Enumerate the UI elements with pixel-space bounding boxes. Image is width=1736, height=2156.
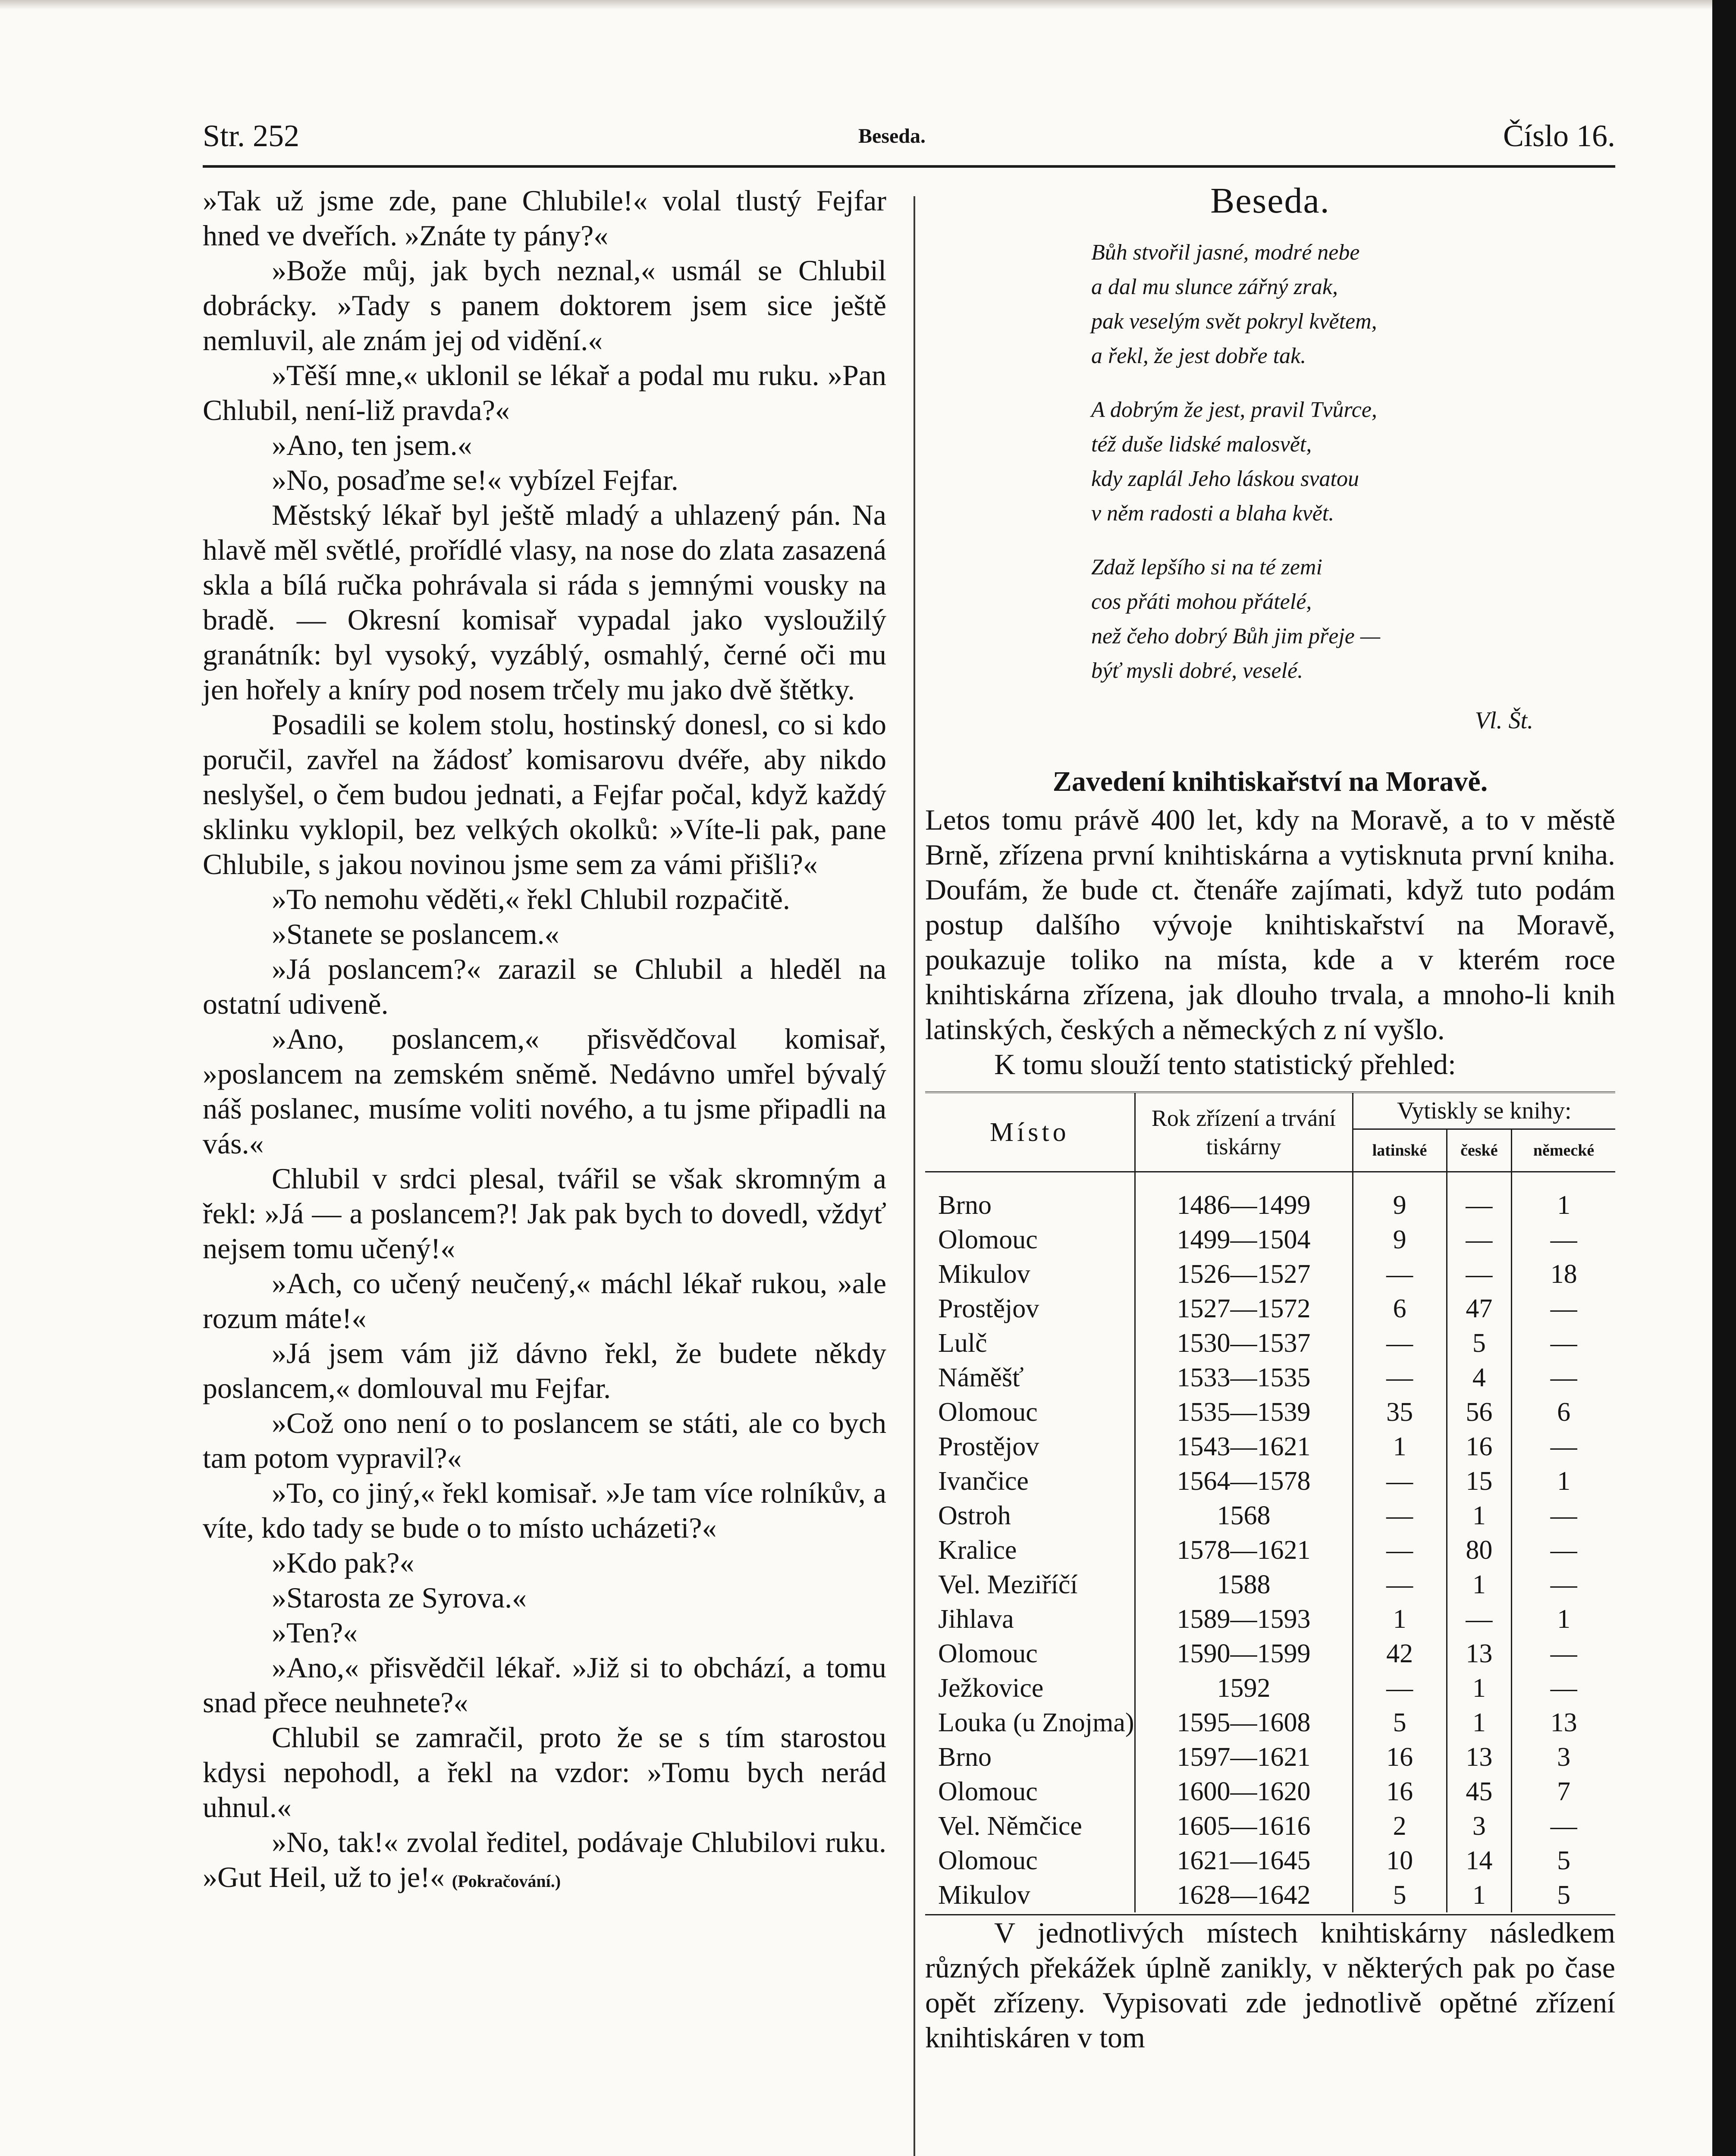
scan-right-edge (1712, 0, 1736, 2156)
german-cell: 6 (1557, 1398, 1571, 1427)
poem-line: a řekl, že jest dobře tak. (1091, 344, 1306, 368)
poem-line: A dobrým že jest, pravil Tvůrce, (1091, 398, 1377, 422)
paragraph: »Bože můj, jak bych neznal,« usmál se Chlubil dobrácky. »Tady s panem doktorem jsem sice ještě nemluvil, ale znám jej od vidění.« (203, 254, 886, 357)
years-cell: 1588 (1135, 1567, 1353, 1602)
paragraph: »Starosta ze Syrova.« (272, 1581, 527, 1614)
header-latin: latinské (1353, 1129, 1447, 1172)
german-cell: — (1550, 1673, 1577, 1703)
header-year: Rok zřízení a trvání tiskárny (1135, 1093, 1353, 1172)
czech-cell: 4 (1447, 1360, 1512, 1395)
place-cell: Olomouc (925, 1774, 1135, 1809)
czech-cell: 3 (1447, 1809, 1512, 1843)
latin-cell: — (1353, 1257, 1447, 1291)
latin-cell: — (1353, 1498, 1447, 1533)
place-cell: Lulč (925, 1326, 1135, 1360)
page-number: Str. 252 (203, 119, 300, 153)
poem-line: pak veselým svět pokryl květem, (1091, 309, 1377, 334)
years-cell: 1486—1499 (1135, 1172, 1353, 1223)
column-divider (914, 196, 915, 2156)
table-row (925, 1291, 1615, 1326)
paragraph: »Kdo pak?« (272, 1546, 414, 1579)
latin-cell: — (1353, 1360, 1447, 1395)
czech-cell: 13 (1447, 1636, 1512, 1671)
paragraph: »To nemohu věděti,« řekl Chlubil rozpačitě. (272, 883, 790, 915)
czech-cell: 1 (1447, 1878, 1512, 1912)
latin-cell: 16 (1353, 1740, 1447, 1774)
german-cell: — (1550, 1225, 1577, 1254)
paragraph: »No, posaďme se!« vybízel Fejfar. (272, 464, 678, 496)
czech-cell: 47 (1447, 1291, 1512, 1326)
place-cell: Jihlava (925, 1602, 1135, 1636)
paragraph: »Ano, poslancem,« přisvědčoval komisař, »poslancem na zemském sněmě. Nedávno umřel bývalý náš poslanec, musíme voliti nového, a tu jsme připadli na vás.« (203, 1022, 886, 1160)
table-row (925, 1464, 1615, 1498)
latin-cell: 9 (1353, 1222, 1447, 1257)
german-cell: — (1550, 1639, 1577, 1668)
article-intro: Letos tomu právě 400 let, kdy na Moravě, a to v městě Brně, zřízena první knihtiskárna a vytisknuta první kniha. Doufám, že bude ct. čtenáře zajímati, když tuto podám postup dalšího vývoje knihtiskařství na Moravě, poukazuje toliko na místa, kde a v kterém roce knihtiskárna zřízena, jak dlouho trvala, a mnoho-li knih latinských, českých a německých z ní vyšlo. (925, 803, 1615, 1046)
paragraph: Chlubil v srdci plesal, tvářil se však skromným a řekl: »Já — a poslancem?! Jak pak bych to dovedl, vždyť nejsem tomu učený!« (203, 1162, 886, 1265)
years-cell: 1621—1645 (1135, 1843, 1353, 1878)
latin-cell: 42 (1353, 1636, 1447, 1671)
latin-cell: — (1353, 1464, 1447, 1498)
years-cell: 1590—1599 (1135, 1636, 1353, 1671)
table-intro: K tomu slouží tento statistický přehled: (994, 1048, 1456, 1081)
years-cell: 1530—1537 (1135, 1326, 1353, 1360)
years-cell: 1605—1616 (1135, 1809, 1353, 1843)
czech-cell: — (1447, 1172, 1512, 1223)
czech-cell: 15 (1447, 1464, 1512, 1498)
years-cell: 1564—1578 (1135, 1464, 1353, 1498)
table-row (925, 1567, 1615, 1602)
poem-line: a dal mu slunce zářný zrak, (1091, 275, 1338, 299)
years-cell: 1527—1572 (1135, 1291, 1353, 1326)
table-row (925, 1429, 1615, 1464)
poem-stanza (1091, 235, 1615, 373)
czech-cell: — (1447, 1602, 1512, 1636)
header-place: Místo (925, 1093, 1135, 1172)
place-cell: Prostějov (925, 1429, 1135, 1464)
czech-cell: 14 (1447, 1843, 1512, 1878)
czech-cell: 5 (1447, 1326, 1512, 1360)
place-cell: Mikulov (925, 1878, 1135, 1912)
german-cell: — (1550, 1811, 1577, 1841)
years-cell: 1568 (1135, 1498, 1353, 1533)
czech-cell: 1 (1447, 1705, 1512, 1740)
paragraph (203, 1825, 886, 1899)
paragraph: »To, co jiný,« řekl komisař. »Je tam více rolníkův, a víte, kdo tady se bude o to místo ucházeti?« (203, 1476, 886, 1544)
table-row (925, 1222, 1615, 1257)
table-row (925, 1326, 1615, 1360)
years-cell: 1589—1593 (1135, 1602, 1353, 1636)
paragraph: »Ten?« (272, 1616, 358, 1649)
running-title: Beseda. (858, 125, 926, 147)
german-cell: — (1550, 1329, 1577, 1358)
german-cell: 13 (1550, 1708, 1577, 1737)
czech-cell: 1 (1447, 1498, 1512, 1533)
table-row (925, 1671, 1615, 1705)
german-cell: 5 (1557, 1880, 1571, 1910)
table-row (925, 1533, 1615, 1567)
poem-line: Zdaž lepšího si na té zemi (1091, 555, 1322, 580)
czech-cell: 16 (1447, 1429, 1512, 1464)
german-cell: — (1550, 1501, 1577, 1530)
table-row (925, 1705, 1615, 1740)
place-cell: Náměšť (925, 1360, 1135, 1395)
czech-cell: 80 (1447, 1533, 1512, 1567)
header-rule (203, 165, 1615, 168)
german-cell: 5 (1557, 1846, 1571, 1875)
table-row (925, 1257, 1615, 1291)
place-cell: Mikulov (925, 1257, 1135, 1291)
table-row (925, 1498, 1615, 1533)
german-cell: — (1550, 1363, 1577, 1392)
right-column (925, 183, 1615, 2055)
header-german: německé (1512, 1129, 1615, 1172)
paragraph: Chlubil se zamračil, proto že se s tím starostou kdysi nepohodl, a řekl na vzdor: »Tomu bych nerád uhnul.« (203, 1721, 886, 1824)
czech-cell: 56 (1447, 1395, 1512, 1429)
paragraph: »Tak už jsme zde, pane Chlubile!« volal tlustý Fejfar hned ve dveřích. »Znáte ty pány?« (203, 184, 886, 252)
years-cell: 1533—1535 (1135, 1360, 1353, 1395)
table-row (925, 1395, 1615, 1429)
paragraph: »Já jsem vám již dávno řekl, že budete někdy poslancem,« domlouval mu Fejfar. (203, 1337, 886, 1404)
poem-line: než čeho dobrý Bůh jim přeje — (1091, 624, 1381, 649)
place-cell: Olomouc (925, 1843, 1135, 1878)
poem-author: Vl. Št. (1475, 707, 1533, 734)
paragraph: Městský lékař byl ještě mladý a uhlazený pán. Na hlavě měl světlé, prořídlé vlasy, na nose do zlata zasazená skla a bílá ručka pohrávala si ráda s jemnými vousky na bradě. — Okresní komisař vypadal jako vysloužilý granátník: byl vysoký, vyzáblý, osmahlý, černé oči mu jen hořely a kníry pod nosem trčely mu jako dvě štětky. (203, 498, 886, 706)
latin-cell: — (1353, 1326, 1447, 1360)
article (925, 764, 1615, 2055)
years-cell: 1535—1539 (1135, 1395, 1353, 1429)
latin-cell: — (1353, 1533, 1447, 1567)
place-cell: Ostroh (925, 1498, 1135, 1533)
latin-cell: 10 (1353, 1843, 1447, 1878)
paragraph: »Stanete se poslancem.« (272, 918, 559, 950)
table-row (925, 1774, 1615, 1809)
place-cell: Ježkovice (925, 1671, 1135, 1705)
poem (1091, 235, 1615, 688)
poem-line: kdy zaplál Jeho láskou svatou (1091, 467, 1359, 491)
place-cell: Ivančice (925, 1464, 1135, 1498)
latin-cell: 16 (1353, 1774, 1447, 1809)
years-cell: 1600—1620 (1135, 1774, 1353, 1809)
latin-cell: 1 (1353, 1429, 1447, 1464)
paragraph: Posadili se kolem stolu, hostinský donesl, co si kdo poručil, zavřel na žádosť komisarovu dvéře, aby nikdo neslyšel, o čem budou jednati, a Fejfar počal, když každý sklinku vyklopil, bez velkých okolků: »Víte-li pak, pane Chlubile, s jakou novinou jsme sem za vámi přišli?« (203, 708, 886, 881)
poem-line: též duše lidské malosvět, (1091, 432, 1312, 457)
table-row (925, 1878, 1615, 1912)
place-cell: Brno (925, 1740, 1135, 1774)
latin-cell: 9 (1353, 1172, 1447, 1223)
place-cell: Olomouc (925, 1222, 1135, 1257)
place-cell: Louka (u Znojma) (925, 1705, 1135, 1740)
poem-line: Bůh stvořil jasné, modré nebe (1091, 240, 1360, 265)
paragraph: »Já poslancem?« zarazil se Chlubil a hleděl na ostatní udiveně. (203, 953, 886, 1020)
place-cell: Olomouc (925, 1636, 1135, 1671)
table-row (925, 1740, 1615, 1774)
german-cell: 7 (1557, 1777, 1571, 1806)
german-cell: — (1550, 1432, 1577, 1461)
czech-cell: 13 (1447, 1740, 1512, 1774)
place-cell: Olomouc (925, 1395, 1135, 1429)
scan-top-edge (0, 0, 1736, 9)
poem-line: býť mysli dobré, veselé. (1091, 658, 1303, 683)
table-body (925, 1172, 1615, 1913)
running-head (203, 116, 1615, 157)
czech-cell: — (1447, 1257, 1512, 1291)
paragraph-text: »No, tak!« zvolal ředitel, podávaje Chlubilovi ruku. »Gut Heil, už to je!« (203, 1826, 886, 1893)
german-cell: — (1550, 1536, 1577, 1565)
poem-line: cos přáti mohou přátelé, (1091, 589, 1312, 614)
latin-cell: — (1353, 1671, 1447, 1705)
years-cell: 1595—1608 (1135, 1705, 1353, 1740)
table-row (925, 1602, 1615, 1636)
years-cell: 1597—1621 (1135, 1740, 1353, 1774)
poem-stanza (1091, 550, 1615, 688)
poem-title: Beseda. (1210, 181, 1330, 221)
german-cell: 1 (1557, 1467, 1571, 1496)
latin-cell: 6 (1353, 1291, 1447, 1326)
continued-note: (Pokračování.) (452, 1871, 561, 1891)
paragraph: »Těší mne,« uklonil se lékař a podal mu ruku. »Pan Chlubil, není-liž pravda?« (203, 359, 886, 426)
table-row (925, 1360, 1615, 1395)
table-row (925, 1172, 1615, 1223)
issue-number: Číslo 16. (1503, 119, 1615, 153)
latin-cell: 5 (1353, 1705, 1447, 1740)
place-cell: Brno (925, 1172, 1135, 1223)
latin-cell: 2 (1353, 1809, 1447, 1843)
latin-cell: — (1353, 1567, 1447, 1602)
czech-cell: 45 (1447, 1774, 1512, 1809)
years-cell: 1499—1504 (1135, 1222, 1353, 1257)
poem-stanza (1091, 393, 1615, 531)
years-cell: 1543—1621 (1135, 1429, 1353, 1464)
years-cell: 1592 (1135, 1671, 1353, 1705)
place-cell: Vel. Meziříčí (925, 1567, 1135, 1602)
czech-cell: 1 (1447, 1671, 1512, 1705)
article-title: Zavedení knihtiskařství na Moravě. (1052, 766, 1488, 797)
years-cell: 1526—1527 (1135, 1257, 1353, 1291)
years-cell: 1578—1621 (1135, 1533, 1353, 1567)
statistics-table (925, 1091, 1615, 1915)
place-cell: Prostějov (925, 1291, 1135, 1326)
german-cell: — (1550, 1294, 1577, 1323)
article-continuation: V jednotlivých místech knihtiskárny následkem různých překážek úplně zanikly, v některých pak po čase opět zřízeny. Vypisovati zde jednotlivě opětné zřízení knihtiskáren v tom (925, 1916, 1615, 2054)
german-cell: 3 (1557, 1742, 1571, 1772)
place-cell: Kralice (925, 1533, 1135, 1567)
paragraph: »Což ono není o to poslancem se státi, ale co bych tam potom vypravil?« (203, 1407, 886, 1474)
place-cell: Vel. Němčice (925, 1809, 1135, 1843)
latin-cell: 35 (1353, 1395, 1447, 1429)
german-cell: 1 (1557, 1191, 1571, 1220)
czech-cell: 1 (1447, 1567, 1512, 1602)
czech-cell: — (1447, 1222, 1512, 1257)
german-cell: 18 (1550, 1260, 1577, 1289)
latin-cell: 5 (1353, 1878, 1447, 1912)
german-cell: 1 (1557, 1604, 1571, 1634)
poem-line: v něm radosti a blaha květ. (1091, 501, 1334, 526)
german-cell: — (1550, 1570, 1577, 1599)
left-column (203, 183, 886, 1899)
paragraph: »Ach, co učený neučený,« máchl lékař rukou, »ale rozum máte!« (203, 1267, 886, 1335)
latin-cell: 1 (1353, 1602, 1447, 1636)
table-row (925, 1636, 1615, 1671)
years-cell: 1628—1642 (1135, 1878, 1353, 1912)
paragraph: »Ano, ten jsem.« (272, 429, 472, 461)
table-row (925, 1809, 1615, 1843)
header-printed: Vytiskly se knihy: (1353, 1093, 1615, 1129)
table-row (925, 1843, 1615, 1878)
header-czech: české (1447, 1129, 1512, 1172)
paragraph: »Ano,« přisvědčil lékař. »Již si to obchází, a tomu snad přece neuhnete?« (203, 1651, 886, 1719)
